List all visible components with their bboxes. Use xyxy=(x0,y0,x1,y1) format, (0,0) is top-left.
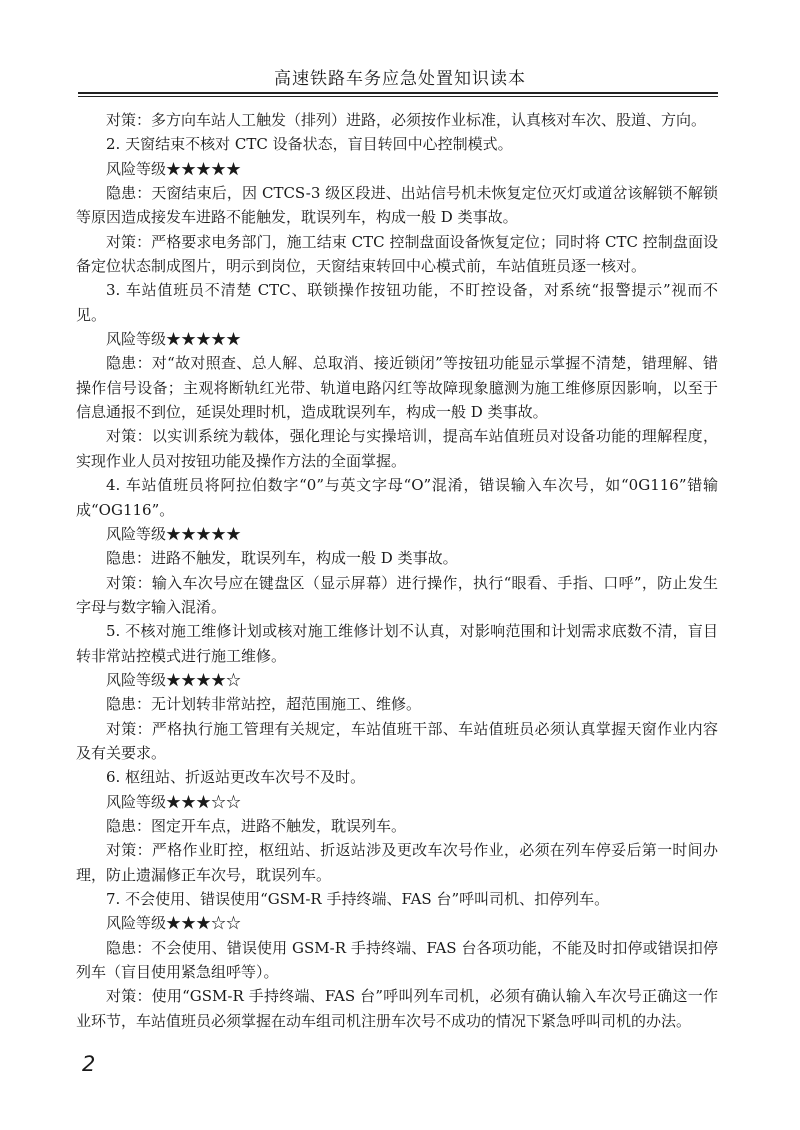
hazard-paragraph: 隐患：无计划转非常站控，超范围施工、维修。 xyxy=(106,695,422,714)
hazard-paragraph: 隐患：天窗结束后，因 CTCS-3 级区段进、出站信号机未恢复定位灭灯或道岔该解锁不解锁等原因造成接发车进路不能触发，耽误列车，构成一般 D 类事故。 xyxy=(76,184,718,227)
item-heading: 5. 不核对施工维修计划或核对施工维修计划不认真，对影响范围和计划需求底数不清，盲目转非常站控模式进行施工维修。 xyxy=(76,622,718,665)
header-rule-thin xyxy=(78,96,718,97)
risk-level: 风险等级★★★★★ xyxy=(106,159,242,178)
countermeasure-paragraph: 对策：严格作业盯控，枢纽站、折返站涉及更改车次号作业，必须在列车停妥后第一时间办理，防止遗漏修正车次号，耽误列车。 xyxy=(76,841,718,884)
hazard-paragraph: 隐患：对“故对照查、总人解、总取消、接近锁闭”等按钮功能显示掌握不清楚，错理解、错操作信号设备；主观将断轨红光带、轨道电路闪红等故障现象臆测为施工维修原因影响，以至于信息通报不到位，延误处理时机，造成耽误列车，构成一般 D 类事故。 xyxy=(76,354,718,422)
hazard-paragraph: 隐患：进路不触发，耽误列车，构成一般 D 类事故。 xyxy=(106,549,458,568)
item-heading: 2. 天窗结束不核对 CTC 设备状态，盲目转回中心控制模式。 xyxy=(106,135,513,154)
risk-level: 风险等级★★★★★ xyxy=(106,524,242,543)
item-heading: 6. 枢纽站、折返站更改车次号不及时。 xyxy=(106,768,366,787)
risk-level: 风险等级★★★★★ xyxy=(106,330,242,349)
running-header-title: 高速铁路车务应急处置知识读本 xyxy=(274,69,526,89)
countermeasure-paragraph: 对策：严格要求电务部门，施工结束 CTC 控制盘面设备恢复定位；同时将 CTC 控制盘面设备定位状态制成图片，明示到岗位，天窗结束转回中心模式前，车站值班员逐一核对。 xyxy=(76,232,718,276)
header-rule xyxy=(78,92,718,94)
page-number: 2 xyxy=(82,1052,96,1076)
risk-level: 风险等级★★★★☆ xyxy=(106,670,242,689)
item-heading: 4. 车站值班员将阿拉伯数字“0”与英文字母“O”混淆，错误输入车次号，如“0G116”错输成“OG116”。 xyxy=(76,476,718,519)
item-heading: 7. 不会使用、错误使用“GSM-R 手持终端、FAS 台”呼叫司机、扣停列车。 xyxy=(106,890,610,908)
countermeasure-paragraph: 对策：输入车次号应在键盘区（显示屏幕）进行操作，执行“眼看、手指、口呼”，防止发生字母与数字输入混淆。 xyxy=(76,573,718,616)
hazard-paragraph: 隐患：图定开车点，进路不触发，耽误列车。 xyxy=(106,816,407,835)
risk-level: 风险等级★★★☆☆ xyxy=(106,792,242,811)
page-body xyxy=(76,108,718,1033)
item-heading: 3. 车站值班员不清楚 CTC、联锁操作按钮功能，不盯控设备，对系统“报警提示”视而不见。 xyxy=(76,281,718,324)
countermeasure-paragraph: 对策：以实训系统为载体，强化理论与实操培训，提高车站值班员对设备功能的理解程度，实现作业人员对按钮功能及操作方法的全面掌握。 xyxy=(76,427,718,470)
hazard-paragraph: 隐患：不会使用、错误使用 GSM-R 手持终端、FAS 台各项功能，不能及时扣停或错误扣停列车（盲目使用紧急组呼等）。 xyxy=(76,938,718,982)
countermeasure-paragraph: 对策：使用“GSM-R 手持终端、FAS 台”呼叫列车司机，必须有确认输入车次号正确这一作业环节，车站值班员必须掌握在动车组司机注册车次号不成功的情况下紧急呼叫司机的办法。 xyxy=(76,987,718,1030)
countermeasure-paragraph: 对策：严格执行施工管理有关规定，车站值班干部、车站值班员必须认真掌握天窗作业内容及有关要求。 xyxy=(76,719,718,762)
paragraph: 对策：多方向车站人工触发（排列）进路，必须按作业标准，认真核对车次、股道、方向。 xyxy=(106,111,707,129)
risk-level: 风险等级★★★☆☆ xyxy=(106,914,242,933)
